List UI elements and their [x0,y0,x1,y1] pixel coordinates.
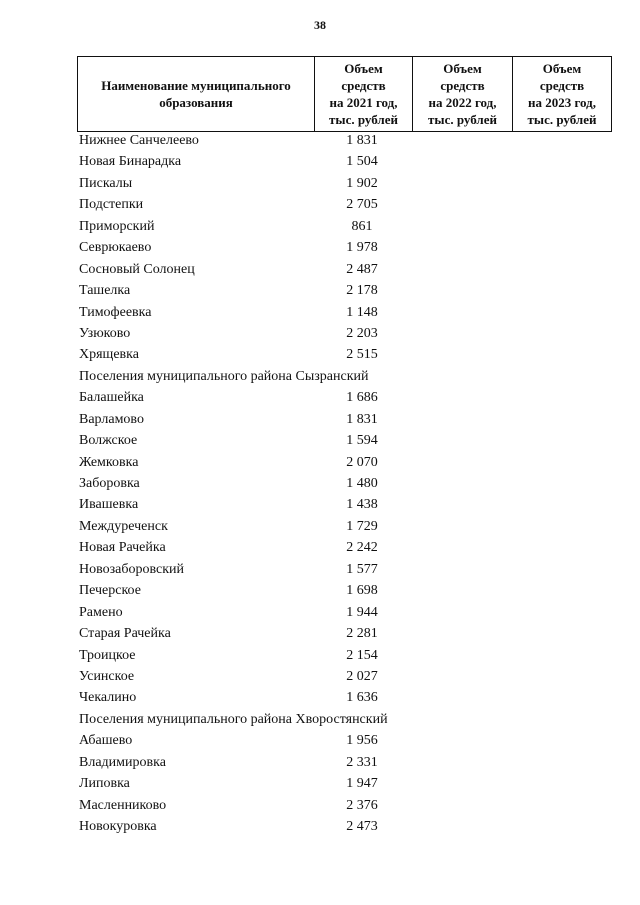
amount-2021: 2 070 [346,454,378,470]
table-row [0,325,640,346]
table-row [0,539,640,560]
municipality-name: Новозаборовский [79,561,185,577]
table-row [0,175,640,196]
amount-2021: 1 831 [346,133,378,148]
municipality-name: Сосновый Солонец [79,261,195,277]
amount-2021: 2 154 [346,647,378,663]
amount-2021: 1 577 [346,561,378,577]
table-header [77,56,612,132]
municipality-name: Печерское [79,583,141,599]
table-row [0,668,640,689]
table-row [0,647,640,668]
amount-2021: 1 944 [346,604,378,620]
table-row [0,818,640,839]
amount-2021: 1 148 [346,304,378,320]
municipality-name: Тимофеевка [79,304,152,320]
municipality-name: Поселения муниципального района Сызранский [79,368,369,384]
table-row [0,346,640,367]
table-row [0,218,640,239]
amount-2021: 1 902 [346,175,378,191]
table-row [0,604,640,625]
amount-2021: 2 376 [346,797,378,813]
table-row [0,625,640,646]
amount-2021: 1 480 [346,476,378,491]
municipality-name: Новая Рачейка [79,540,166,556]
table-row [0,689,640,710]
municipality-name: Пискалы [79,175,133,191]
municipality-name: Чекалино [79,690,137,706]
table-row [0,304,640,325]
table-row [0,754,640,775]
municipality-name: Троицкое [79,647,136,663]
municipality-name: Поселения муниципального района Хворостянский [79,711,388,727]
page-number: 38 [314,18,326,32]
amount-2021: 2 487 [346,261,378,277]
table-row [0,389,640,410]
table-row [0,261,640,282]
table-row [0,582,640,603]
table-row [0,411,640,432]
municipality-name: Старая Рачейка [79,626,171,642]
municipality-name: Абашево [79,733,133,749]
amount-2021: 1 947 [346,776,378,792]
header-2022-column: Объем средств на 2022 год, тыс. рублей [412,57,512,131]
amount-2021: 2 242 [346,540,378,556]
table-row [0,454,640,475]
amount-2021: 1 978 [346,240,378,256]
amount-2021: 1 956 [346,733,378,749]
amount-2021: 2 331 [346,754,378,770]
amount-2021: 861 [351,218,373,234]
municipality-name: Узюково [79,325,131,341]
municipality-name: Хрящевка [79,347,139,363]
table-row [0,797,640,818]
municipality-name: Новая Бинарадка [79,154,182,170]
table-row [0,432,640,453]
header-2023-column: Объем средств на 2023 год, тыс. рублей [512,57,611,131]
header-2021-column: Объем средств на 2021 год, тыс. рублей [314,57,412,131]
amount-2021: 1 438 [346,497,378,513]
municipality-name: Междуреченск [79,518,168,534]
table-row [0,518,640,539]
amount-2021: 2 281 [346,626,378,642]
amount-2021: 1 698 [346,583,378,599]
municipality-name: Жемковка [79,454,139,470]
amount-2021: 1 504 [346,154,378,170]
table-body [0,132,640,839]
amount-2021: 1 729 [346,518,378,534]
table-row [0,153,640,174]
municipality-name: Ивашевка [79,497,139,513]
municipality-name: Масленниково [79,797,167,813]
municipality-name: Приморский [79,218,155,234]
municipality-name: Липовка [79,776,130,792]
municipality-name: Ташелка [79,283,131,299]
amount-2021: 2 203 [346,325,378,341]
table-row [0,239,640,260]
municipality-name: Севрюкаево [79,240,152,256]
amount-2021: 1 636 [346,690,378,706]
amount-2021: 1 831 [346,411,378,427]
table-row [0,775,640,796]
amount-2021: 1 686 [346,390,378,406]
amount-2021: 2 473 [346,819,378,834]
table-row [0,282,640,303]
table-row [0,561,640,582]
table-row [0,475,640,496]
amount-2021: 2 027 [346,668,378,684]
table-row [0,732,640,753]
table-row [0,196,640,217]
amount-2021: 1 594 [346,433,378,449]
amount-2021: 2 178 [346,283,378,299]
header-name-column: Наименование муниципального образования [101,78,291,110]
table-row [0,132,640,153]
municipality-name: Нижнее Санчелеево [79,133,199,148]
municipality-name: Варламово [79,411,144,427]
municipality-name: Владимировка [79,754,166,770]
municipality-name: Подстепки [79,197,144,213]
municipality-name: Новокуровка [79,819,157,834]
table-row [0,711,640,732]
table-row [0,368,640,389]
municipality-name: Усинское [79,668,135,684]
table-row [0,496,640,517]
amount-2021: 2 705 [346,197,378,213]
amount-2021: 2 515 [346,347,378,363]
municipality-name: Волжское [79,433,138,449]
municipality-name: Балашейка [79,390,144,406]
municipality-name: Заборовка [79,476,140,491]
municipality-name: Рамено [79,604,123,620]
